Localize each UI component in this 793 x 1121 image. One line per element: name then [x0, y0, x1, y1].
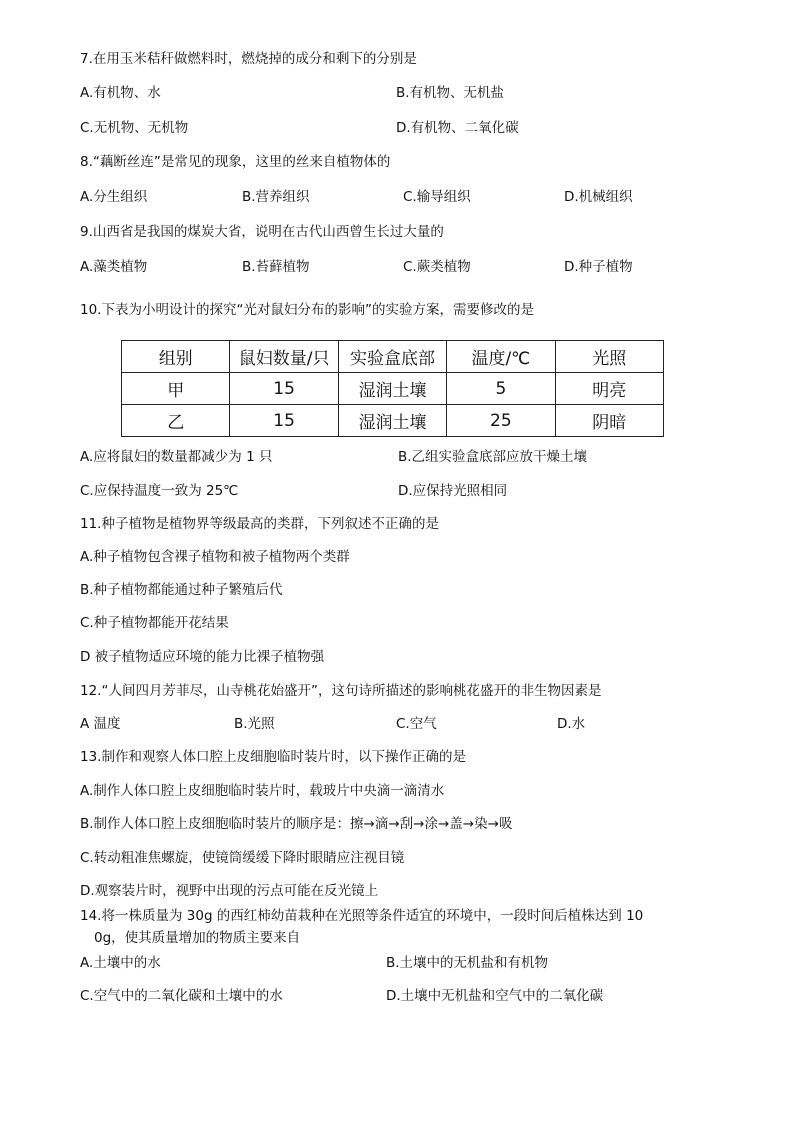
q11-stem: 11.种子植物是植物界等级最高的类群，下列叙述不正确的是: [80, 516, 439, 532]
q10-option-b: B.乙组实验盒底部应放干燥土壤: [398, 449, 588, 465]
q10-option-c: C.应保持温度一致为 25℃: [80, 483, 239, 499]
table-cell: 5: [447, 373, 555, 405]
q8-option-a: A.分生组织: [80, 189, 148, 205]
q12-option-b: B.光照: [234, 716, 275, 732]
table-cell: 湿润土壤: [338, 373, 446, 405]
q11-option-c: C.种子植物都能开花结果: [80, 615, 229, 631]
q14-option-b: B.土壤中的无机盐和有机物: [386, 955, 549, 971]
q7-option-a: A.有机物、水: [80, 85, 161, 101]
q7-stem: 7.在用玉米秸秆做燃料时，燃烧掉的成分和剩下的分别是: [80, 51, 417, 67]
q7-option-d: D.有机物、二氧化碳: [396, 120, 519, 136]
table-cell: 阴暗: [555, 405, 663, 437]
table-header-cell: 实验盒底部: [338, 341, 446, 373]
q8-option-d: D.机械组织: [564, 189, 633, 205]
q11-option-a: A.种子植物包含裸子植物和被子植物两个类群: [80, 549, 350, 565]
q13-option-b: B.制作人体口腔上皮细胞临时装片的顺序是：擦→滴→刮→涂→盖→染→吸: [80, 816, 513, 832]
q12-option-d: D.水: [557, 716, 586, 732]
q12-stem: 12.“人间四月芳菲尽，山寺桃花始盛开”，这句诗所描述的影响桃花盛开的非生物因素是: [80, 683, 602, 699]
q10-option-d: D.应保持光照相同: [398, 483, 508, 499]
table-cell: 甲: [122, 373, 230, 405]
q12-option-c: C.空气: [396, 716, 437, 732]
q14-stem-line1: 14.将一株质量为 30g 的西红柿幼苗栽种在光照等条件适宜的环境中，一段时间后植株达到 10: [80, 908, 644, 924]
q12-option-a: A 温度: [80, 716, 121, 732]
table-header-cell: 光照: [555, 341, 663, 373]
table-cell: 15: [230, 373, 338, 405]
q14-option-c: C.空气中的二氧化碳和土壤中的水: [80, 988, 283, 1004]
q10-stem: 10.下表为小明设计的探究“光对鼠妇分布的影响”的实验方案，需要修改的是: [80, 302, 534, 318]
experiment-table: [121, 340, 664, 437]
q11-option-d: D 被子植物适应环境的能力比裸子植物强: [80, 649, 325, 665]
q14-stem-line2: 0g，使其质量增加的物质主要来自: [94, 930, 301, 946]
q8-option-b: B.营养组织: [242, 189, 310, 205]
table-header-cell: 鼠妇数量/只: [230, 341, 338, 373]
q13-option-a: A.制作人体口腔上皮细胞临时装片时，载玻片中央滴一滴清水: [80, 783, 445, 799]
q14-option-d: D.土壤中无机盐和空气中的二氧化碳: [386, 988, 604, 1004]
table-cell: 湿润土壤: [338, 405, 446, 437]
q9-option-b: B.苔藓植物: [242, 259, 310, 275]
table-row: [122, 405, 664, 437]
table-header-cell: 组别: [122, 341, 230, 373]
q10-option-a: A.应将鼠妇的数量都减少为 1 只: [80, 449, 273, 465]
q13-stem: 13.制作和观察人体口腔上皮细胞临时装片时，以下操作正确的是: [80, 749, 466, 765]
q9-option-a: A.藻类植物: [80, 259, 148, 275]
q13-option-c: C.转动粗准焦螺旋，使镜筒缓缓下降时眼睛应注视目镜: [80, 850, 405, 866]
table-header-row: [122, 341, 664, 373]
q8-option-c: C.输导组织: [403, 189, 471, 205]
q9-option-c: C.蕨类植物: [403, 259, 471, 275]
table-cell: 明亮: [555, 373, 663, 405]
q14-option-a: A.土壤中的水: [80, 955, 161, 971]
q7-option-b: B.有机物、无机盐: [396, 85, 505, 101]
table-row: [122, 373, 664, 405]
q11-option-b: B.种子植物都能通过种子繁殖后代: [80, 582, 283, 598]
q9-option-d: D.种子植物: [564, 259, 633, 275]
table-cell: 15: [230, 405, 338, 437]
table-cell: 25: [447, 405, 555, 437]
q13-option-d: D.观察装片时，视野中出现的污点可能在反光镜上: [80, 883, 379, 899]
table-header-cell: 温度/℃: [447, 341, 555, 373]
q8-stem: 8.“藕断丝连”是常见的现象，这里的丝来自植物体的: [80, 154, 391, 170]
q7-option-c: C.无机物、无机物: [80, 120, 189, 136]
q9-stem: 9.山西省是我国的煤炭大省，说明在古代山西曾生长过大量的: [80, 224, 444, 240]
table-cell: 乙: [122, 405, 230, 437]
